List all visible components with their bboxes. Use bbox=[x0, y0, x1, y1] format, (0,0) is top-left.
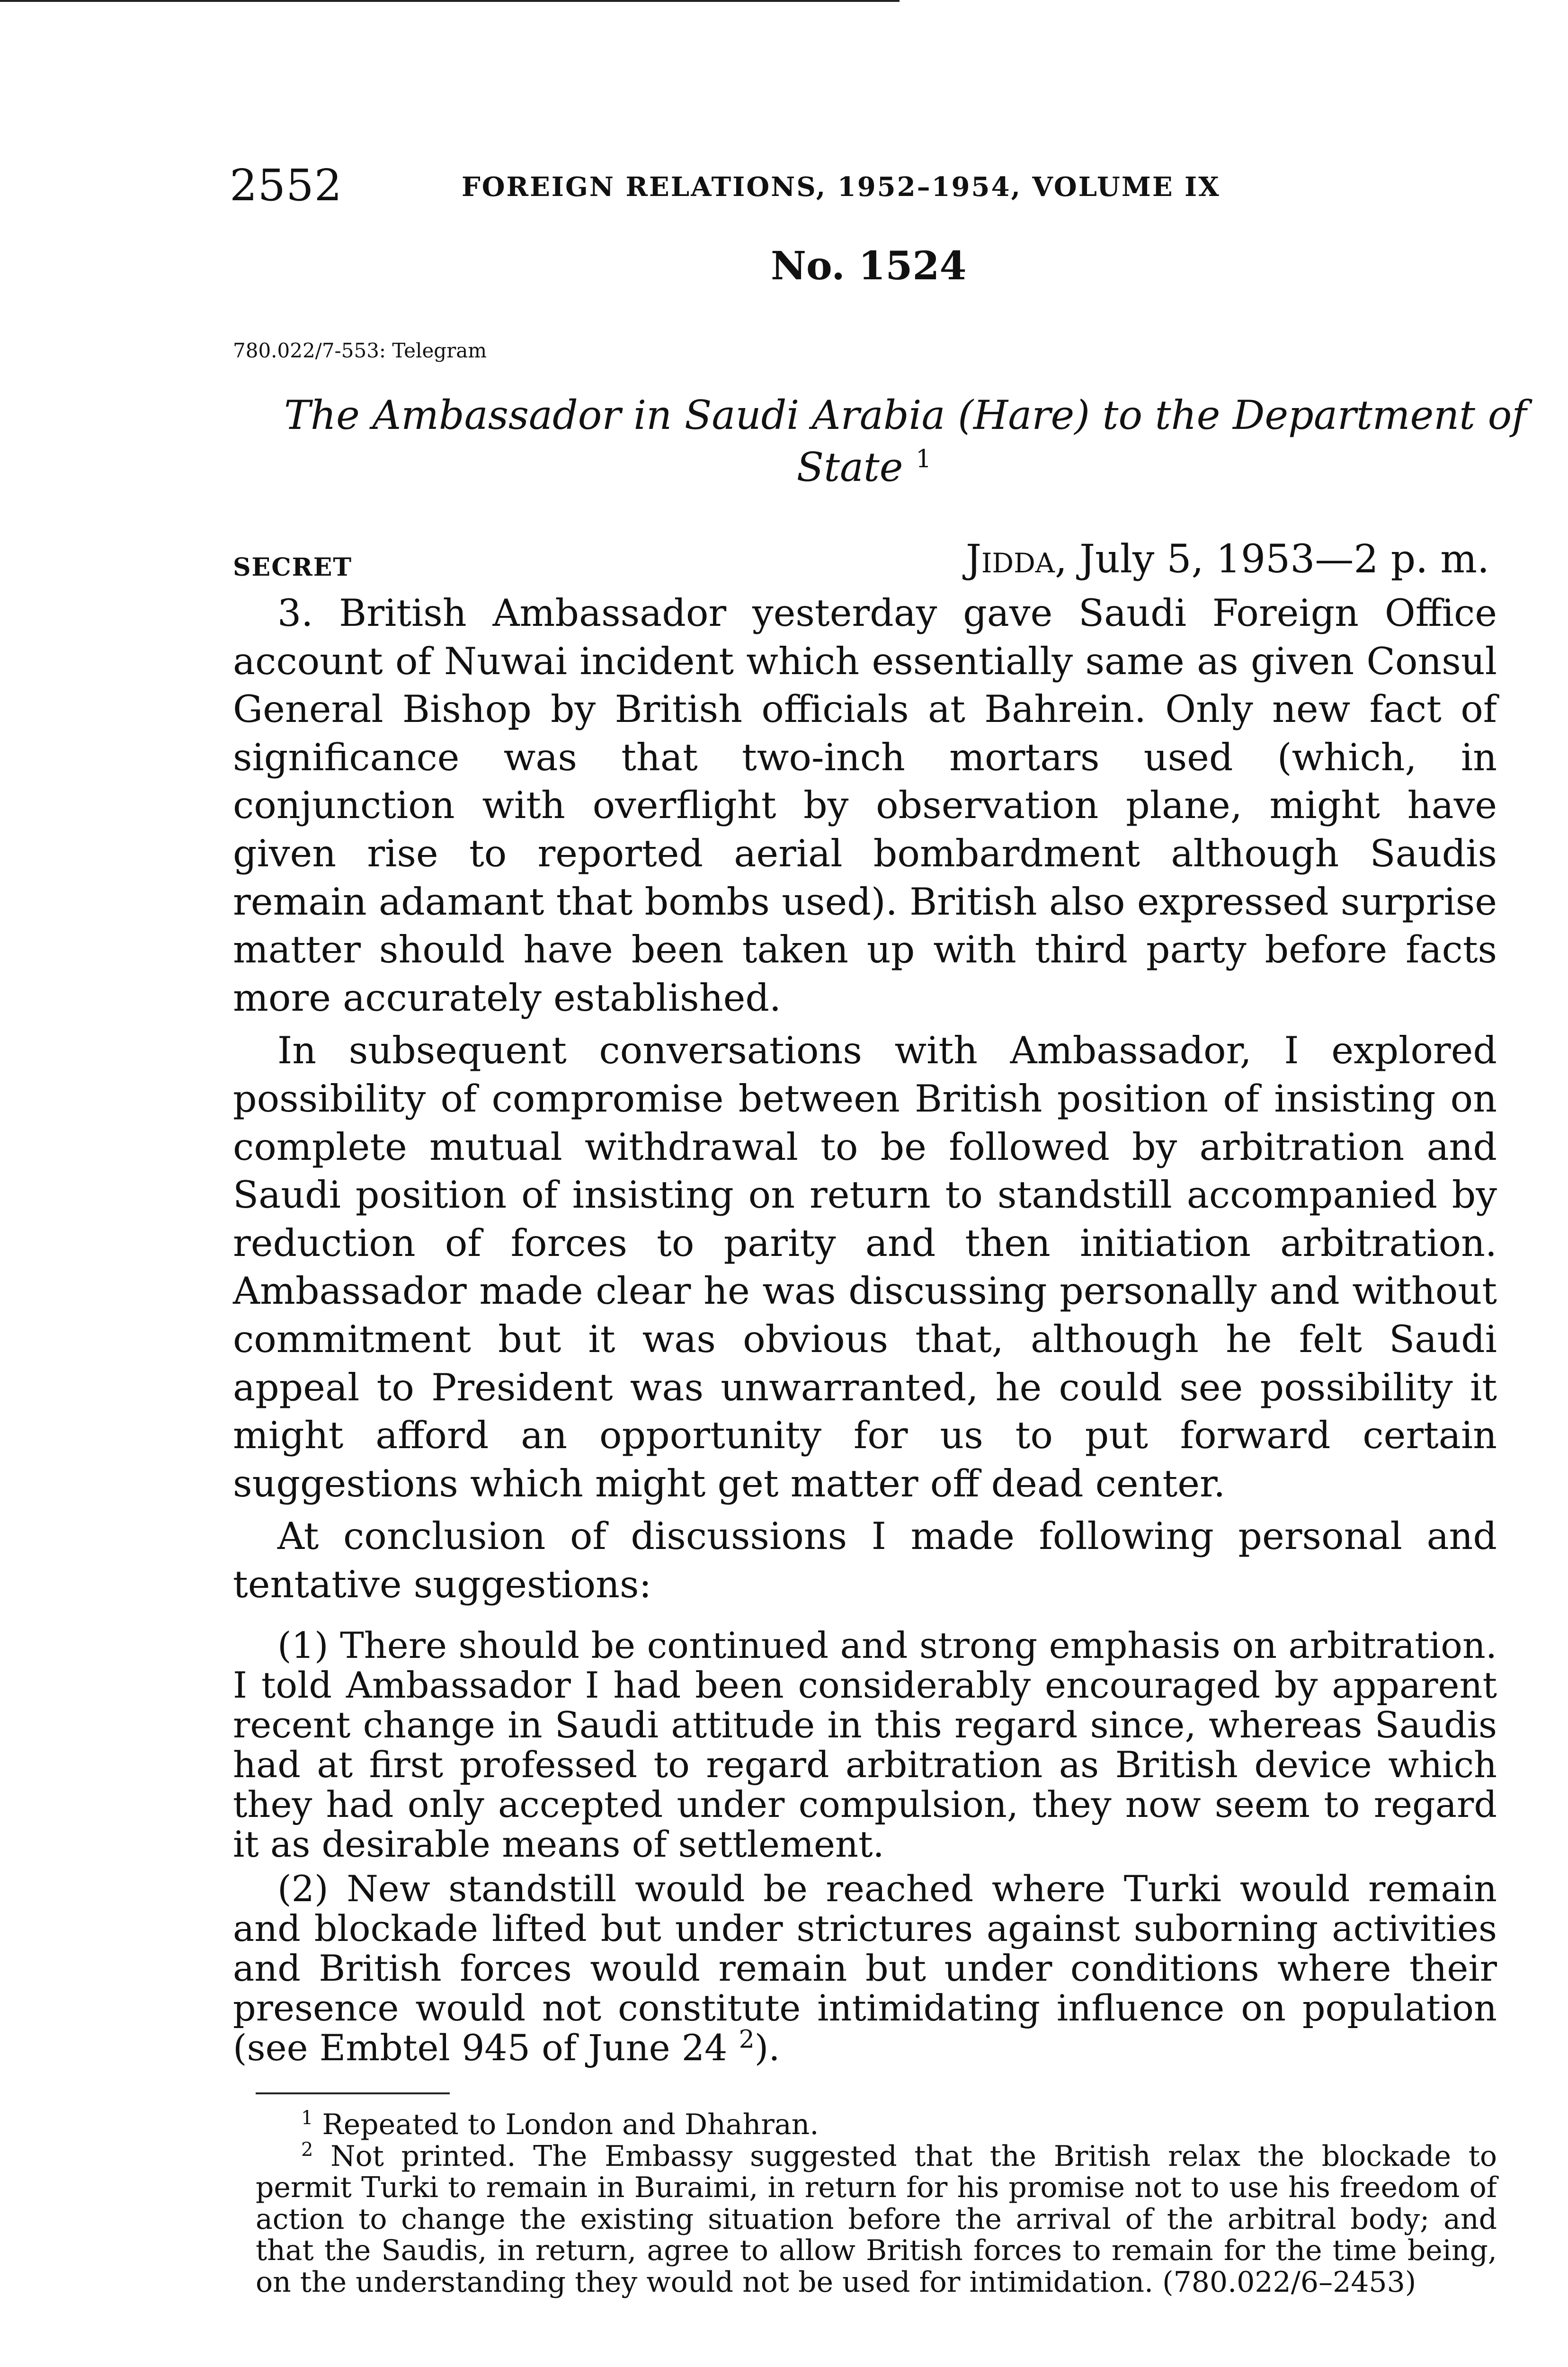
body-paragraph-5-text: (2) New standstill would be reached where Turki would remain and blockade lifted but under strictures against suborning activities and British forces would remain but under conditions where their presence would not constitute intimidating influence on population (see Embtel 945 of June 24 bbox=[233, 1868, 1497, 2069]
body-paragraph: 3. British Ambassador yesterday gave Saudi Foreign Office account of Nuwai incident which essentially same as given Consul General Bishop by British officials at Bahrein. Only new fact of significance was that two-inch mortars used (which, in conjunction with overflight by observation plane, might have given rise to reported aerial bombardment although Saudis remain adamant that bombs used). British also expressed surprise matter should have been taken up with third party before facts more accurately established. bbox=[233, 591, 1497, 1020]
running-title: FOREIGN RELATIONS, 1952–1954, VOLUME IX bbox=[462, 171, 1221, 203]
body-paragraph: In subsequent conversations with Ambassador, I explored possibility of compromise between British position of insisting on complete mutual withdrawal to be followed by arbitration and Saudi position of insisting on return to standstill accompanied by reduction of forces to parity and then initiation arbitration. Ambassador made clear he was discussing personally and without commitment but it was obvious that, although he felt Saudi appeal to President was unwarranted, he could see possibility it might afford an opportunity for us to put forward certain suggestions which might get matter off dead center. bbox=[233, 1029, 1497, 1505]
page-number: 2552 bbox=[230, 160, 343, 211]
telegram-body bbox=[233, 589, 1497, 2068]
title-footnote-ref: 1 bbox=[916, 445, 932, 473]
date: , July 5, 1953—2 p. m. bbox=[1054, 537, 1490, 582]
footnote-ref-2: 2 bbox=[739, 2026, 755, 2055]
place-and-date bbox=[966, 537, 1489, 582]
title-line-1: The Ambassador in Saudi Arabia (Hare) to the Department of bbox=[284, 392, 1527, 438]
footnote bbox=[256, 2109, 1497, 2141]
title-line-2-text: State bbox=[796, 444, 903, 490]
place: Jidda bbox=[966, 537, 1055, 582]
title-line-2 bbox=[284, 441, 1444, 493]
footnote-rule bbox=[256, 2092, 450, 2094]
footnotes bbox=[256, 2109, 1497, 2298]
footnote-text: Repeated to London and Dhahran. bbox=[322, 2108, 819, 2141]
body-paragraph: (1) There should be continued and strong emphasis on arbitration. I told Ambassador I had been considerably encouraged by apparent recent change in Saudi attitude in this regard since, whereas Saudis had at first professed to regard arbitration as British device which they had only accepted under compulsion, they now seem to regard it as desirable means of settlement. bbox=[233, 1624, 1497, 1866]
footnote bbox=[256, 2138, 1497, 2299]
body-paragraph bbox=[233, 1869, 1497, 2068]
classification-marking: SECRET bbox=[233, 553, 353, 582]
body-paragraph: At conclusion of discussions I made following personal and tentative suggestions: bbox=[233, 1514, 1497, 1606]
top-border-rule bbox=[0, 0, 900, 2]
body-paragraph-5-tail: ). bbox=[754, 2027, 780, 2069]
footnote-number: 2 bbox=[301, 2138, 313, 2161]
document-number: No. 1524 bbox=[771, 243, 967, 289]
document-title bbox=[284, 389, 1527, 493]
file-reference: 780.022/7-553: Telegram bbox=[233, 339, 487, 362]
footnote-number: 1 bbox=[301, 2107, 313, 2129]
footnote-text: Not printed. The Embassy suggested that the British relax the blockade to permit Turki to remain in Buraimi, in return for his promise not to use his freedom of action to change the existing situation before the arrival of the arbitral body; and that the Saudis, in return, agree to allow British forces to remain for the time being, on the understanding they would not be used for intimidation. (780.022/6–2453) bbox=[256, 2139, 1497, 2299]
